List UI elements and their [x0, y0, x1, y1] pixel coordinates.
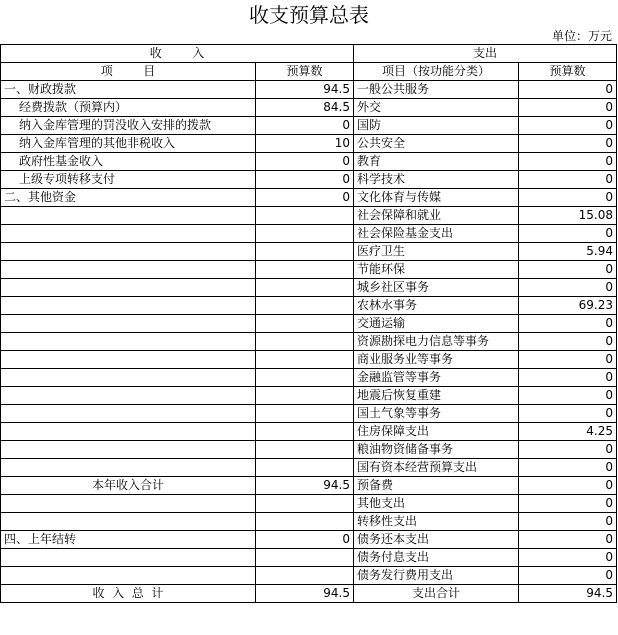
expense-budget-cell: 0 — [519, 369, 617, 387]
expense-item-cell: 农林水事务 — [354, 297, 519, 315]
table-row — [1, 387, 617, 405]
table-row — [1, 369, 617, 387]
budget-table — [0, 44, 617, 603]
income-budget-header: 预算数 — [256, 63, 354, 81]
table-row — [1, 423, 617, 441]
table-row — [1, 333, 617, 351]
income-budget-cell — [256, 495, 354, 513]
expense-budget-cell: 0 — [519, 135, 617, 153]
income-budget-cell: 94.5 — [256, 585, 354, 603]
income-budget-cell — [256, 513, 354, 531]
expense-budget-cell: 0 — [519, 315, 617, 333]
expense-budget-cell: 4.25 — [519, 423, 617, 441]
income-budget-cell — [256, 225, 354, 243]
expense-budget-cell: 0 — [519, 261, 617, 279]
income-item-cell: 纳入金库管理的其他非税收入 — [1, 135, 256, 153]
expense-item-cell: 医疗卫生 — [354, 243, 519, 261]
income-item-cell — [1, 549, 256, 567]
expense-item-cell: 预备费 — [354, 477, 519, 495]
expense-item-cell: 债务还本支出 — [354, 531, 519, 549]
expense-item-cell: 公共安全 — [354, 135, 519, 153]
table-row — [1, 207, 617, 225]
income-budget-cell: 0 — [256, 171, 354, 189]
income-item-cell: 四、上年结转 — [1, 531, 256, 549]
income-budget-cell — [256, 207, 354, 225]
table-row — [1, 81, 617, 99]
income-budget-cell — [256, 279, 354, 297]
expense-item-cell: 债务付息支出 — [354, 549, 519, 567]
expense-item-cell: 资源勘探电力信息等事务 — [354, 333, 519, 351]
expense-budget-header: 预算数 — [519, 63, 617, 81]
expense-item-cell: 城乡社区事务 — [354, 279, 519, 297]
income-item-cell — [1, 243, 256, 261]
expense-budget-cell: 0 — [519, 549, 617, 567]
table-row — [1, 189, 617, 207]
table-row — [1, 153, 617, 171]
expense-item-cell: 社会保险基金支出 — [354, 225, 519, 243]
income-item-cell — [1, 567, 256, 585]
income-item-cell: 一、财政拨款 — [1, 81, 256, 99]
income-item-header: 项 目 — [1, 63, 256, 81]
expense-item-cell: 一般公共服务 — [354, 81, 519, 99]
income-item-cell: 本年收入合计 — [1, 477, 256, 495]
expense-item-cell: 债务发行费用支出 — [354, 567, 519, 585]
income-item-cell — [1, 333, 256, 351]
income-budget-cell: 0 — [256, 117, 354, 135]
income-item-cell — [1, 405, 256, 423]
expense-budget-cell: 0 — [519, 333, 617, 351]
income-item-cell — [1, 369, 256, 387]
income-budget-cell — [256, 315, 354, 333]
expense-budget-cell: 0 — [519, 81, 617, 99]
income-budget-cell: 0 — [256, 531, 354, 549]
expense-budget-cell: 0 — [519, 405, 617, 423]
income-budget-cell — [256, 333, 354, 351]
expense-item-cell: 金融监管等事务 — [354, 369, 519, 387]
expense-budget-cell: 94.5 — [519, 585, 617, 603]
income-budget-cell — [256, 369, 354, 387]
income-budget-cell — [256, 567, 354, 585]
table-row — [1, 477, 617, 495]
income-budget-cell — [256, 423, 354, 441]
header-row-group — [1, 45, 617, 63]
income-budget-cell — [256, 297, 354, 315]
income-item-cell — [1, 207, 256, 225]
income-budget-cell: 0 — [256, 189, 354, 207]
expense-budget-cell: 69.23 — [519, 297, 617, 315]
expense-item-cell: 住房保障支出 — [354, 423, 519, 441]
income-item-cell — [1, 279, 256, 297]
expense-item-cell: 科学技术 — [354, 171, 519, 189]
table-row — [1, 567, 617, 585]
expense-budget-cell: 0 — [519, 117, 617, 135]
income-item-cell: 上级专项转移支付 — [1, 171, 256, 189]
table-row — [1, 351, 617, 369]
table-row — [1, 495, 617, 513]
expense-budget-cell: 5.94 — [519, 243, 617, 261]
table-row — [1, 441, 617, 459]
table-row — [1, 513, 617, 531]
table-row — [1, 531, 617, 549]
table-row — [1, 261, 617, 279]
expense-budget-cell: 0 — [519, 99, 617, 117]
income-budget-cell — [256, 387, 354, 405]
income-item-cell: 二、其他资金 — [1, 189, 256, 207]
income-budget-cell: 10 — [256, 135, 354, 153]
expense-budget-cell: 0 — [519, 477, 617, 495]
expense-budget-cell: 0 — [519, 171, 617, 189]
page-title: 收支预算总表 — [249, 3, 369, 27]
income-budget-cell: 94.5 — [256, 81, 354, 99]
expense-header: 支出 — [354, 45, 617, 63]
income-header: 收 入 — [1, 45, 354, 63]
expense-budget-cell: 0 — [519, 495, 617, 513]
income-item-cell — [1, 351, 256, 369]
income-item-cell — [1, 513, 256, 531]
expense-budget-cell: 15.08 — [519, 207, 617, 225]
income-item-cell — [1, 387, 256, 405]
table-row — [1, 405, 617, 423]
expense-budget-cell: 0 — [519, 153, 617, 171]
table-row — [1, 459, 617, 477]
income-item-cell — [1, 261, 256, 279]
table-row — [1, 315, 617, 333]
expense-item-cell: 交通运输 — [354, 315, 519, 333]
expense-item-cell: 粮油物资储备事务 — [354, 441, 519, 459]
income-item-cell: 政府性基金收入 — [1, 153, 256, 171]
expense-item-cell: 文化体育与传媒 — [354, 189, 519, 207]
table-row — [1, 117, 617, 135]
income-item-cell: 收 入 总 计 — [1, 585, 256, 603]
expense-budget-cell: 0 — [519, 387, 617, 405]
expense-item-cell: 社会保障和就业 — [354, 207, 519, 225]
expense-budget-cell: 0 — [519, 531, 617, 549]
expense-item-cell: 外交 — [354, 99, 519, 117]
income-item-cell — [1, 495, 256, 513]
income-item-cell — [1, 459, 256, 477]
table-row — [1, 135, 617, 153]
income-budget-cell — [256, 459, 354, 477]
table-row — [1, 279, 617, 297]
expense-budget-cell: 0 — [519, 441, 617, 459]
table-row — [1, 99, 617, 117]
expense-item-cell: 教育 — [354, 153, 519, 171]
income-budget-cell — [256, 549, 354, 567]
expense-item-cell: 国有资本经营预算支出 — [354, 459, 519, 477]
expense-item-cell: 商业服务业等事务 — [354, 351, 519, 369]
expense-budget-cell: 0 — [519, 189, 617, 207]
header-row-columns — [1, 63, 617, 81]
expense-item-header: 项目（按功能分类） — [354, 63, 519, 81]
income-item-cell — [1, 441, 256, 459]
unit-label: 单位：万元 — [551, 29, 612, 43]
expense-item-cell: 转移性支出 — [354, 513, 519, 531]
income-item-cell — [1, 297, 256, 315]
expense-budget-cell: 0 — [519, 513, 617, 531]
expense-item-cell: 国土气象等事务 — [354, 405, 519, 423]
income-item-cell — [1, 315, 256, 333]
expense-item-cell: 支出合计 — [354, 585, 519, 603]
expense-item-cell: 其他支出 — [354, 495, 519, 513]
expense-budget-cell: 0 — [519, 567, 617, 585]
income-budget-cell: 0 — [256, 153, 354, 171]
income-budget-cell — [256, 351, 354, 369]
income-budget-cell — [256, 405, 354, 423]
table-row — [1, 243, 617, 261]
table-row — [1, 297, 617, 315]
income-budget-cell — [256, 261, 354, 279]
expense-budget-cell: 0 — [519, 225, 617, 243]
expense-budget-cell: 0 — [519, 279, 617, 297]
expense-budget-cell: 0 — [519, 459, 617, 477]
table-row — [1, 585, 617, 603]
table-row — [1, 225, 617, 243]
income-item-cell: 经费拨款（预算内） — [1, 99, 256, 117]
income-budget-cell — [256, 441, 354, 459]
expense-item-cell: 国防 — [354, 117, 519, 135]
table-row — [1, 549, 617, 567]
income-budget-cell — [256, 243, 354, 261]
income-item-cell: 纳入金库管理的罚没收入安排的拨款 — [1, 117, 256, 135]
expense-item-cell: 节能环保 — [354, 261, 519, 279]
income-budget-cell: 84.5 — [256, 99, 354, 117]
income-item-cell — [1, 225, 256, 243]
expense-item-cell: 地震后恢复重建 — [354, 387, 519, 405]
table-row — [1, 171, 617, 189]
expense-budget-cell: 0 — [519, 351, 617, 369]
income-item-cell — [1, 423, 256, 441]
income-budget-cell: 94.5 — [256, 477, 354, 495]
